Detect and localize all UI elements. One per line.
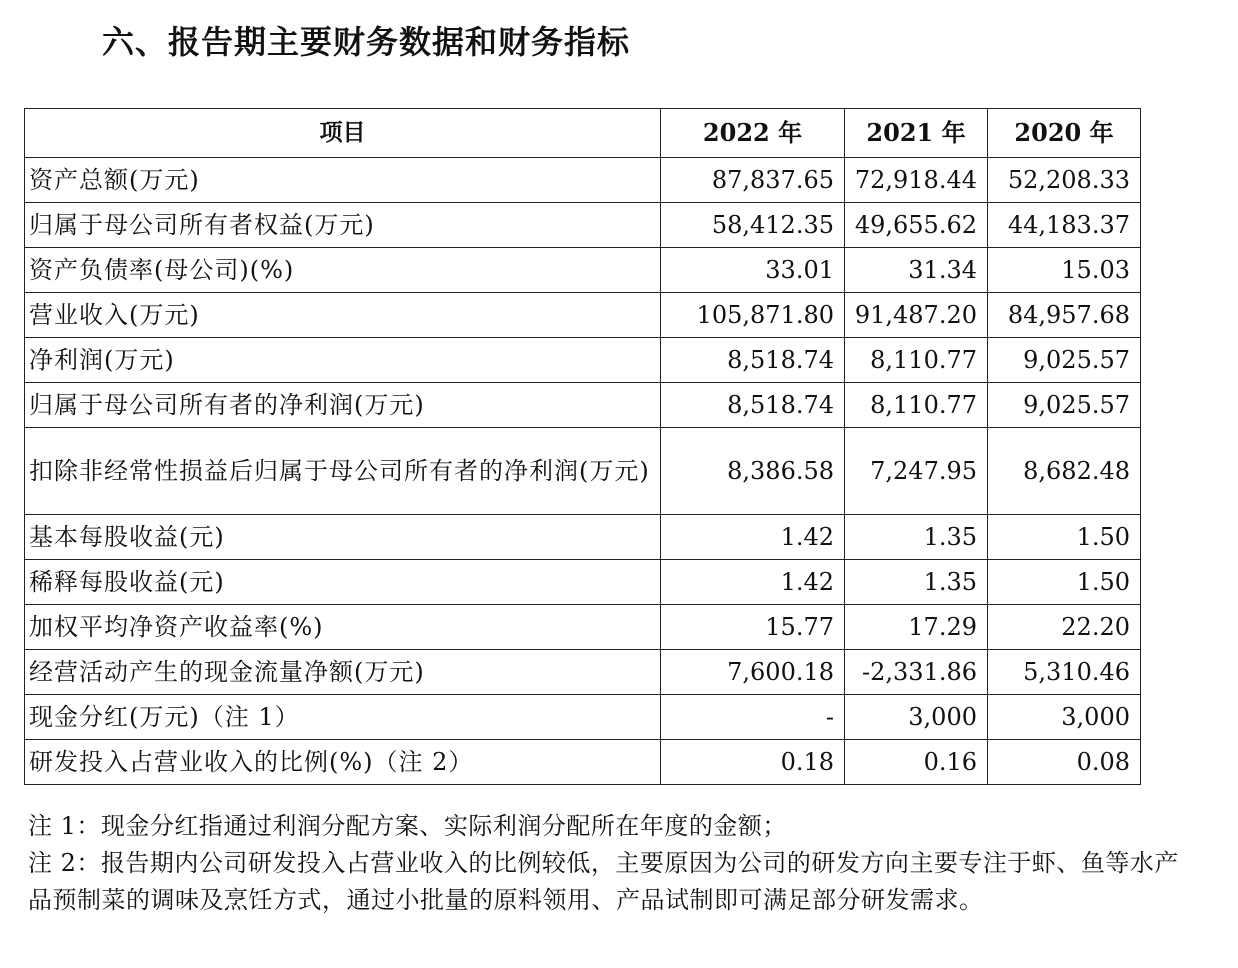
- cell-2021: 8,110.77: [845, 338, 988, 383]
- cell-2021: 49,655.62: [845, 203, 988, 248]
- row-label: 经营活动产生的现金流量净额(万元): [25, 650, 661, 695]
- row-label: 资产总额(万元): [25, 158, 661, 203]
- cell-2022: 1.42: [661, 560, 845, 605]
- table-row: [25, 605, 1141, 650]
- page-title: 六、报告期主要财务数据和财务指标: [102, 23, 631, 61]
- header-2022: 2022 年: [661, 109, 845, 158]
- financial-data-table: [24, 108, 1141, 785]
- row-label: 资产负债率(母公司)(%): [25, 248, 661, 293]
- cell-2021: 1.35: [845, 515, 988, 560]
- note-2: 注 2：报告期内公司研发投入占营业收入的比例较低，主要原因为公司的研发方向主要专注于虾、鱼等水产品预制菜的调味及烹饪方式，通过小批量的原料领用、产品试制即可满足部分研发需求。: [28, 849, 1179, 914]
- cell-2020: 44,183.37: [988, 203, 1141, 248]
- cell-2022: 8,518.74: [661, 383, 845, 428]
- table-row: [25, 158, 1141, 203]
- cell-2022: 8,386.58: [661, 428, 845, 515]
- cell-2020: 52,208.33: [988, 158, 1141, 203]
- row-label: 加权平均净资产收益率(%): [25, 605, 661, 650]
- table-row: [25, 248, 1141, 293]
- cell-2020: 8,682.48: [988, 428, 1141, 515]
- cell-2020: 9,025.57: [988, 383, 1141, 428]
- cell-2021: 17.29: [845, 605, 988, 650]
- row-label: 基本每股收益(元): [25, 515, 661, 560]
- header-2021: 2021 年: [845, 109, 988, 158]
- cell-2022: 8,518.74: [661, 338, 845, 383]
- header-item: 项目: [25, 109, 661, 158]
- row-label: 归属于母公司所有者的净利润(万元): [25, 383, 661, 428]
- row-label: 研发投入占营业收入的比例(%)（注 2）: [25, 740, 661, 785]
- table-row: [25, 293, 1141, 338]
- row-label: 归属于母公司所有者权益(万元): [25, 203, 661, 248]
- table-notes: [28, 808, 1188, 919]
- cell-2022: 87,837.65: [661, 158, 845, 203]
- table-row: [25, 515, 1141, 560]
- cell-2022: 105,871.80: [661, 293, 845, 338]
- table-row: [25, 383, 1141, 428]
- cell-2021: 7,247.95: [845, 428, 988, 515]
- cell-2022: 7,600.18: [661, 650, 845, 695]
- row-label: 稀释每股收益(元): [25, 560, 661, 605]
- row-label: 现金分红(万元)（注 1）: [25, 695, 661, 740]
- table-row: [25, 740, 1141, 785]
- table-row: [25, 338, 1141, 383]
- cell-2021: 8,110.77: [845, 383, 988, 428]
- cell-2021: -2,331.86: [845, 650, 988, 695]
- row-label: 扣除非经常性损益后归属于母公司所有者的净利润(万元): [25, 428, 661, 515]
- cell-2020: 1.50: [988, 515, 1141, 560]
- cell-2022: 33.01: [661, 248, 845, 293]
- note-1: 注 1：现金分红指通过利润分配方案、实际利润分配所在年度的金额；: [28, 812, 787, 840]
- table-header-row: [25, 109, 1141, 158]
- cell-2020: 84,957.68: [988, 293, 1141, 338]
- cell-2021: 31.34: [845, 248, 988, 293]
- cell-2020: 9,025.57: [988, 338, 1141, 383]
- table-row: [25, 560, 1141, 605]
- row-label: 净利润(万元): [25, 338, 661, 383]
- row-label: 营业收入(万元): [25, 293, 661, 338]
- table-row: [25, 695, 1141, 740]
- cell-2021: 3,000: [845, 695, 988, 740]
- cell-2020: 15.03: [988, 248, 1141, 293]
- cell-2022: 58,412.35: [661, 203, 845, 248]
- cell-2021: 0.16: [845, 740, 988, 785]
- cell-2021: 72,918.44: [845, 158, 988, 203]
- cell-2020: 1.50: [988, 560, 1141, 605]
- cell-2022: -: [661, 695, 845, 740]
- cell-2022: 1.42: [661, 515, 845, 560]
- cell-2020: 3,000: [988, 695, 1141, 740]
- header-2020: 2020 年: [988, 109, 1141, 158]
- table-row: [25, 203, 1141, 248]
- cell-2020: 0.08: [988, 740, 1141, 785]
- cell-2022: 0.18: [661, 740, 845, 785]
- table-row: [25, 428, 1141, 515]
- cell-2020: 22.20: [988, 605, 1141, 650]
- cell-2022: 15.77: [661, 605, 845, 650]
- cell-2021: 1.35: [845, 560, 988, 605]
- cell-2020: 5,310.46: [988, 650, 1141, 695]
- table-row: [25, 650, 1141, 695]
- cell-2021: 91,487.20: [845, 293, 988, 338]
